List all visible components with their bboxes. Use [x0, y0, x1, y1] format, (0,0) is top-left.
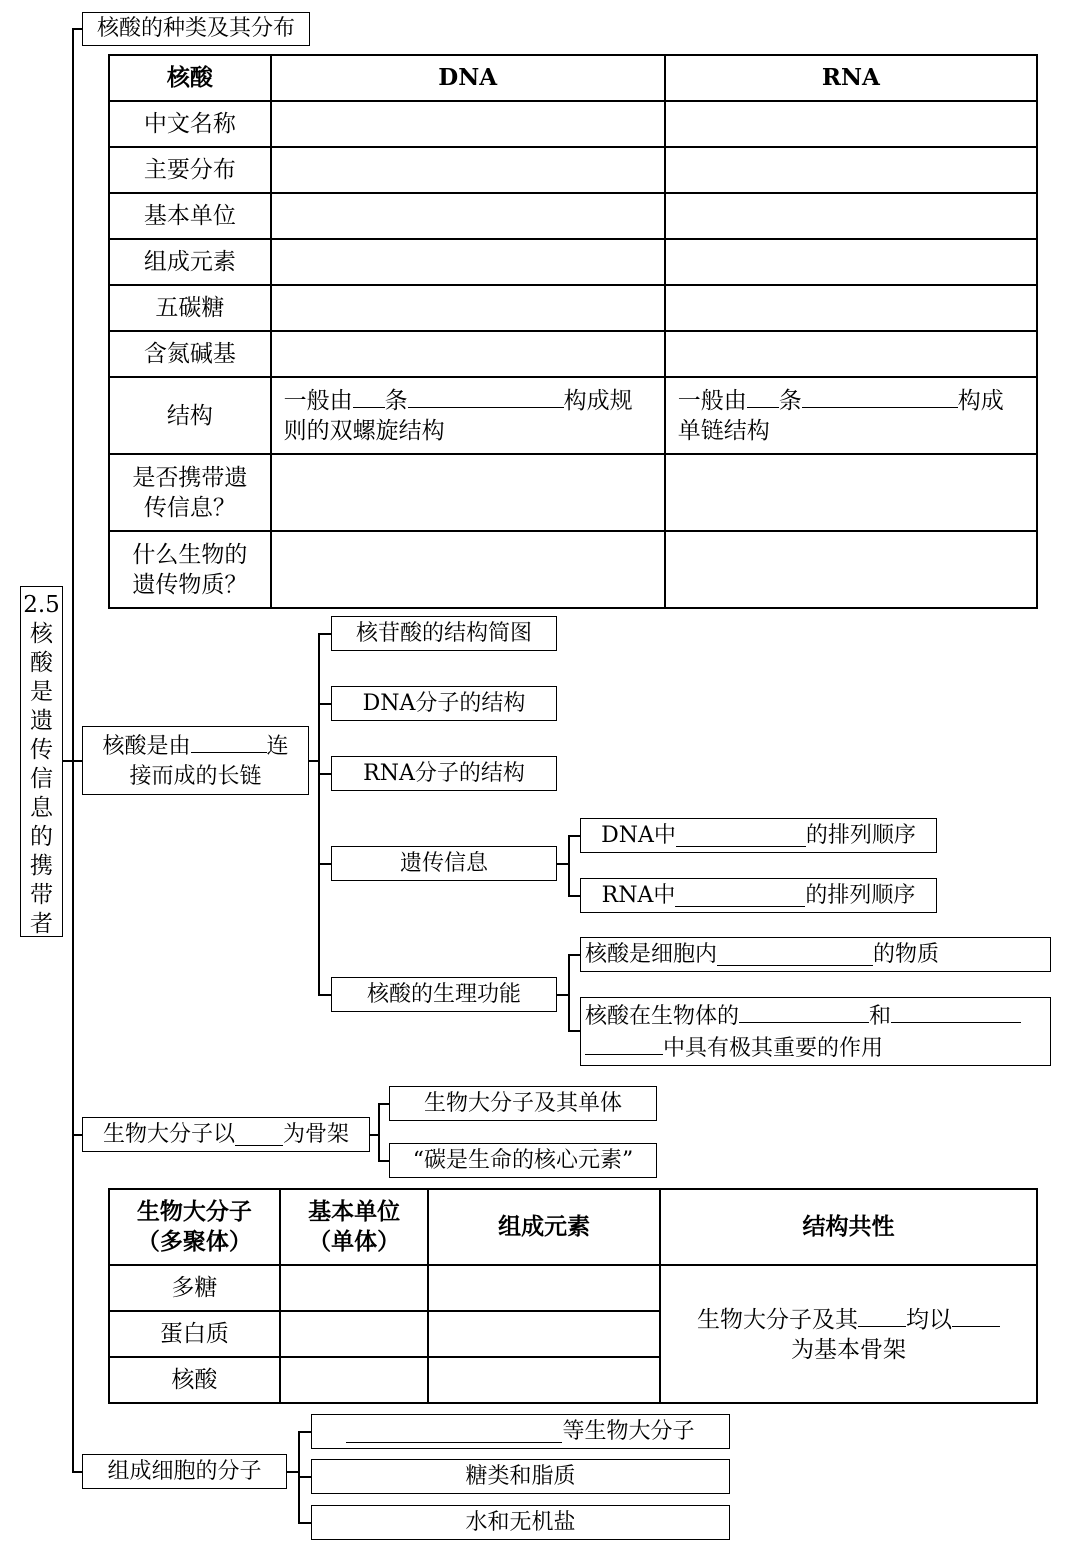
answer-cell[interactable]	[665, 193, 1037, 239]
nucleotide-diagram-node: 核苷酸的结构简图	[331, 616, 557, 651]
function-store-info-node: 核酸是细胞内 的物质	[580, 937, 1051, 972]
root-number: 2.5	[23, 592, 60, 618]
row-label: 组成元素	[109, 239, 271, 285]
header-elements: 组成元素	[428, 1189, 659, 1265]
answer-cell[interactable]	[271, 101, 665, 147]
section2-title: 核酸是由 连 接而成的长链	[82, 726, 309, 795]
header-rna: RNA	[665, 55, 1037, 101]
trunk-vertical	[72, 28, 74, 1472]
answer-cell[interactable]	[665, 147, 1037, 193]
row-label: 主要分布	[109, 147, 271, 193]
dna-sequence-node: DNA中 的排列顺序	[580, 818, 937, 853]
row-label: 五碳糖	[109, 285, 271, 331]
answer-cell[interactable]	[665, 101, 1037, 147]
answer-cell[interactable]	[665, 454, 1037, 531]
answer-cell[interactable]	[271, 531, 665, 608]
answer-cell[interactable]	[280, 1311, 429, 1357]
rna-structure-cell[interactable]: 一般由 条 构成 单链结构	[665, 377, 1037, 454]
row-label: 多糖	[109, 1265, 280, 1311]
function-role-node: 核酸在生物体的 和 中具有极其重要的作用	[580, 997, 1051, 1066]
root-chars: 核 酸 是 遗 传 信 息 的 携 带 者	[30, 621, 53, 937]
row-label-carries-info: 是否携带遗 传信息？	[109, 454, 271, 531]
water-salts-node: 水和无机盐	[311, 1505, 730, 1540]
answer-cell[interactable]	[271, 147, 665, 193]
answer-cell[interactable]	[280, 1357, 429, 1403]
genetic-info-node: 遗传信息	[331, 846, 557, 881]
answer-cell[interactable]	[665, 331, 1037, 377]
row-label: 含氮碱基	[109, 331, 271, 377]
common-structure-cell[interactable]: 生物大分子及其 均以 为基本骨架	[660, 1265, 1037, 1403]
macromolecule-monomer-node: 生物大分子及其单体	[389, 1086, 657, 1121]
rna-structure-node: RNA分子的结构	[331, 756, 557, 791]
answer-cell[interactable]	[428, 1311, 659, 1357]
answer-cell[interactable]	[271, 239, 665, 285]
row-label: 蛋白质	[109, 1311, 280, 1357]
answer-cell[interactable]	[280, 1265, 429, 1311]
answer-cell[interactable]	[271, 193, 665, 239]
answer-cell[interactable]	[665, 239, 1037, 285]
header-dna: DNA	[271, 55, 665, 101]
answer-cell[interactable]	[271, 285, 665, 331]
row-label: 核酸	[109, 1357, 280, 1403]
answer-cell[interactable]	[665, 531, 1037, 608]
answer-cell[interactable]	[271, 331, 665, 377]
section1-title: 核酸的种类及其分布	[82, 12, 310, 46]
row-label-structure: 结构	[109, 377, 271, 454]
rna-sequence-node: RNA中 的排列顺序	[580, 878, 937, 913]
header-nucleic-acid: 核酸	[109, 55, 271, 101]
dna-structure-cell[interactable]: 一般由 条 构成规 则的双螺旋结构	[271, 377, 665, 454]
section4-title: 组成细胞的分子	[82, 1454, 287, 1489]
sugars-lipids-node: 糖类和脂质	[311, 1459, 730, 1494]
row-label: 中文名称	[109, 101, 271, 147]
answer-cell[interactable]	[428, 1265, 659, 1311]
row-label-genetic-material: 什么生物的 遗传物质？	[109, 531, 271, 608]
physiological-function-node: 核酸的生理功能	[331, 977, 557, 1012]
header-common-structure: 结构共性	[660, 1189, 1037, 1265]
answer-cell[interactable]	[271, 454, 665, 531]
macromolecules-node: 等生物大分子	[311, 1414, 730, 1449]
dna-structure-node: DNA分子的结构	[331, 686, 557, 721]
carbon-core-element-node: “碳是生命的核心元素”	[389, 1143, 657, 1178]
section3-title: 生物大分子以 为骨架	[82, 1117, 370, 1152]
header-macromolecule: 生物大分子 （多聚体）	[109, 1189, 280, 1265]
answer-cell[interactable]	[428, 1357, 659, 1403]
nucleic-acid-table	[108, 54, 1038, 609]
root-title	[20, 586, 63, 937]
row-label: 基本单位	[109, 193, 271, 239]
answer-cell[interactable]	[665, 285, 1037, 331]
header-monomer: 基本单位 （单体）	[280, 1189, 429, 1265]
macromolecule-table	[108, 1188, 1038, 1404]
